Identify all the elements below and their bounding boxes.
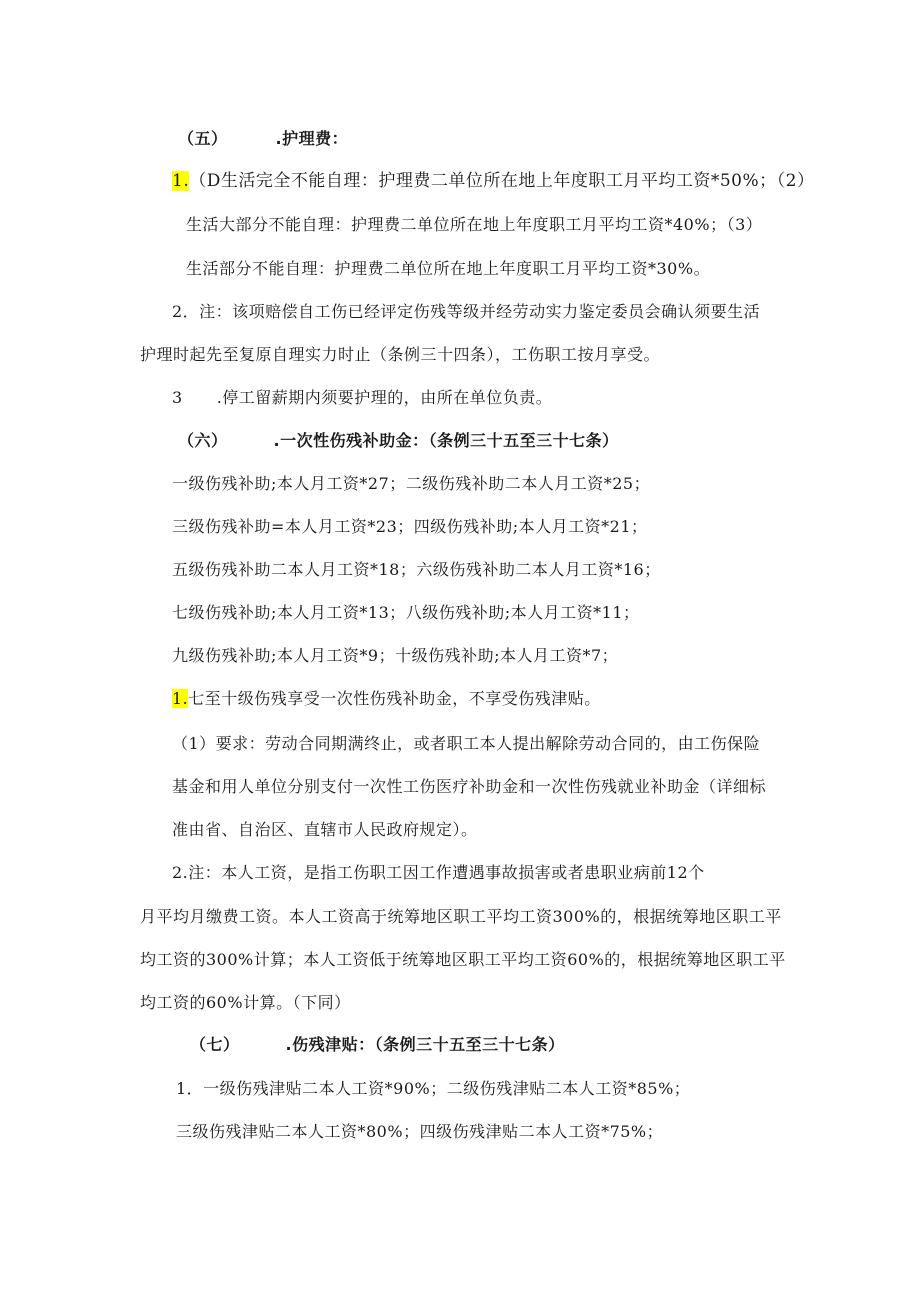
disability-grant-line-2: 三级伤残补助=本人月工资*23；四级伤残补助;本人月工资*21； xyxy=(172,517,648,536)
disability-allowance-line-1: 1．一级伤残津贴二本人工资*90%；二级伤残津贴二本人工资*85%； xyxy=(176,1079,691,1098)
section7-heading xyxy=(190,1032,565,1055)
note-line-1: 2.注：本人工资，是指工伤职工因工作遭遇事故损害或者患职业病前12个 xyxy=(172,863,705,882)
section5-item2-line1: 2．注：该项赔偿自工伤已经评定伤残等级并经劳动实力鉴定委员会确认须要生活 xyxy=(172,302,761,321)
item-text: 七至十级伤残享受一次性伤残补助金，不享受伤残津贴。 xyxy=(188,689,601,708)
note-line-3: 均工资的300%计算；本人工资低于统筹地区职工平均工资60%的，根据统筹地区职工平 xyxy=(140,950,786,969)
section5-heading xyxy=(178,126,348,149)
requirement-line-1: （1）要求：劳动合同期满终止，或者职工本人提出解除劳动合同的，由工伤保险 xyxy=(172,734,761,753)
section5-number: （五） xyxy=(178,129,228,148)
disability-grant-line-4: 七级伤残补助;本人月工资*13；八级伤残补助;本人月工资*11； xyxy=(172,603,640,622)
note-line-2: 月平均月缴费工资。本人工资高于统筹地区职工平均工资300%的，根据统筹地区职工平 xyxy=(140,907,782,926)
section6-item1 xyxy=(172,686,601,709)
section6-title: .一次性伤残补助金：（条例三十五至三十七条） xyxy=(273,431,619,450)
disability-grant-line-1: 一级伤残补助;本人月工资*27；二级伤残补助二本人月工资*25； xyxy=(172,474,651,493)
section7-number: （七） xyxy=(190,1035,240,1054)
disability-allowance-line-2: 三级伤残津贴二本人工资*80%；四级伤残津贴二本人工资*75%； xyxy=(176,1122,664,1141)
section5-item3 xyxy=(172,385,552,408)
requirement-line-3: 准由省、自治区、直辖市人民政府规定）。 xyxy=(172,820,478,839)
item-text: （D生活完全不能自理：护理费二单位所在地上年度职工月平均工资*50%；（2） xyxy=(189,171,815,191)
item3-text: .停工留薪期内须要护理的，由所在单位负责。 xyxy=(216,388,553,407)
section5-item1-line1 xyxy=(172,166,814,191)
highlight-marker: 1. xyxy=(172,689,189,708)
section5-item1-line2: 生活大部分不能自理：护理费二单位所在地上年度职工月平均工资*40%；（3） xyxy=(186,215,763,234)
item3-number: 3 xyxy=(172,388,183,407)
section6-number: （六） xyxy=(178,431,228,450)
disability-grant-line-5: 九级伤残补助;本人月工资*9；十级伤残补助;本人月工资*7； xyxy=(172,646,619,665)
requirement-line-2: 基金和用人单位分别支付一次性工伤医疗补助金和一次性伤残就业补助金（详细标 xyxy=(172,777,767,796)
section7-title: .伤残津贴：（条例三十五至三十七条） xyxy=(285,1035,565,1054)
section5-item1-line3: 生活部分不能自理：护理费二单位所在地上年度职工月平均工资*30%。 xyxy=(186,259,711,278)
highlight-marker: 1. xyxy=(172,171,190,191)
section5-title: .护理费： xyxy=(275,129,349,148)
note-line-4: 均工资的60%计算。（下同） xyxy=(140,993,351,1012)
section6-heading xyxy=(178,428,619,451)
disability-grant-line-3: 五级伤残补助二本人月工资*18；六级伤残补助二本人月工资*16； xyxy=(172,560,661,579)
section5-item2-line2: 护理时起先至复原自理实力时止（条例三十四条），工伤职工按月享受。 xyxy=(140,345,661,364)
